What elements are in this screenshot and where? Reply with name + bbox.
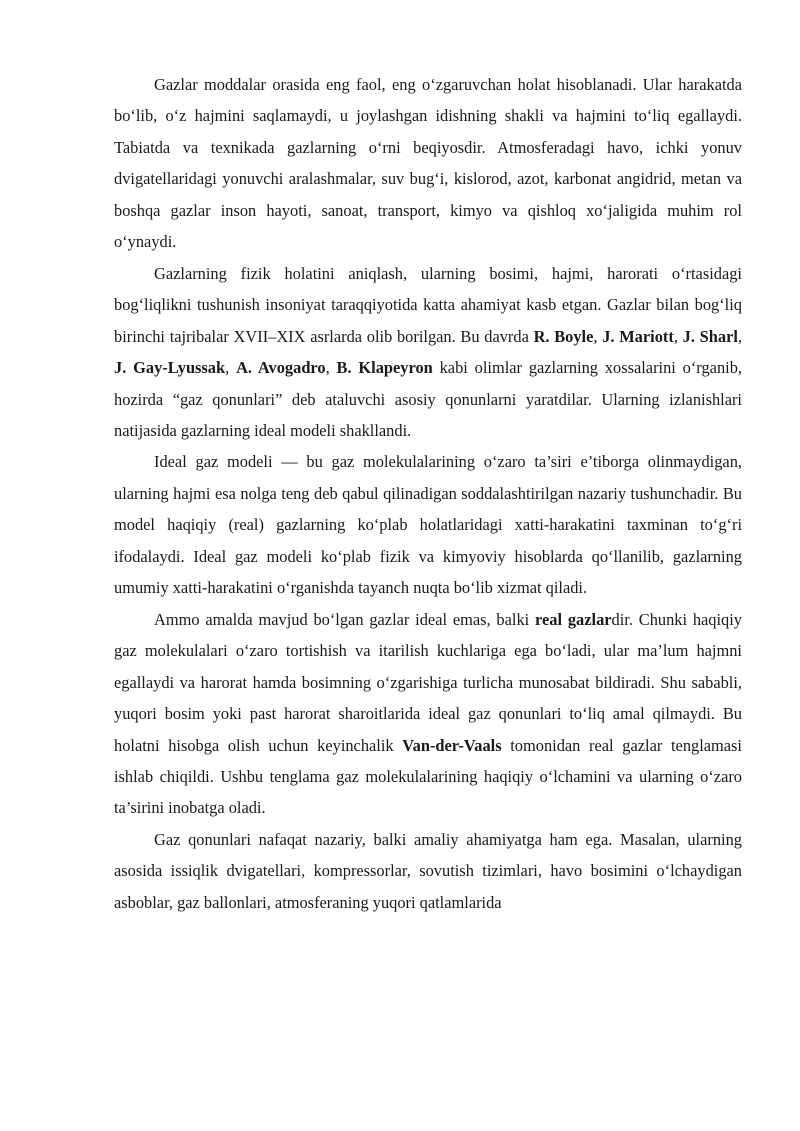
scientist-name: J. Mariott: [602, 326, 674, 346]
paragraph: [114, 824, 742, 918]
paragraph: [114, 258, 742, 447]
paragraph-text: Ideal gaz modeli — bu gaz molekulalarining o‘zaro ta’siri e’tiborga olinmaydigan, ularning hajmi esa nolga teng deb qabul qilinadigan soddalashtirilgan nazariy tushunchadir. Bu model haqiqiy (real) gazlarning ko‘plab holatlaridagi xatti-harakatini taxminan to‘g‘ri ifodalaydi. Ideal gaz modeli ko‘plab fizik va kimyoviy hisoblarda qo‘llanilib, gazlarning umumiy xatti-harakatini o‘rganishda tayanch nuqta bo‘lib xizmat qiladi.: [114, 452, 742, 598]
paragraph-text: tomonidan real gazlar tenglamasi ishlab chiqildi. Ushbu tenglama gaz molekulalarining haqiqiy o‘lchamini va ularning o‘zaro ta’sirini inobatga oladi.: [114, 735, 742, 818]
paragraph-text: dir. Chunki haqiqiy gaz molekulalari o‘zaro tortishish va itarilish kuchlariga ega bo‘ladi, ular ma’lum hajmni egallaydi va harorat hamda bosimning o‘zgarishiga turlicha munosabat bildiradi. Shu sababli, yuqori bosim yoki past harorat sharoitlarida ideal gaz qonunlari to‘liq amal qilmaydi. Bu holatni hisobga olish uchun keyinchalik: [114, 609, 743, 755]
separator: ,: [673, 326, 683, 346]
paragraph: [114, 604, 742, 824]
paragraph-text: Gazlar moddalar orasida eng faol, eng o‘zgaruvchan holat hisoblanadi. Ular harakatda bo‘lib, o‘z hajmini saqlamaydi, u joylashgan idishning shakli va hajmini to‘liq egallaydi. Tabiatda va texnikada gazlarning o‘rni beqiyosdir. Atmosferadagi havo, ichki yonuv dvigatellaridagi yonuvchi aralashmalar, suv bug‘i, kislorod, azot, karbonat angidrid, metan va boshqa gazlar inson hayoti, sanoat, transport, kimyo va qishloq xo‘jaligida muhim rol o‘ynaydi.: [114, 75, 742, 252]
paragraph-text: kabi olimlar gazlarning xossalarini o‘rganib, hozirda “gaz qonunlari” deb ataluvchi asosiy qonunlarni yaratdilar. Ularning izlanishlari natijasida gazlarning ideal modeli shakllandi.: [114, 358, 742, 440]
scientist-name: J. Gay-Lyussak: [114, 358, 226, 378]
scientist-name: R. Boyle: [533, 326, 594, 346]
separator: ,: [325, 358, 337, 378]
paragraph: [114, 446, 742, 603]
document-page: [114, 69, 742, 918]
separator: ,: [593, 326, 603, 346]
separator: ,: [225, 358, 237, 378]
scientist-name: A. Avogadro: [236, 358, 326, 378]
scientist-name: B. Klapeyron: [336, 358, 433, 378]
separator: ,: [737, 326, 743, 346]
paragraph-text: Ammo amalda mavjud bo‘lgan gazlar ideal emas, balki: [154, 609, 536, 629]
scientist-name: Van-der-Vaals: [402, 735, 502, 755]
paragraph-text: Gazlarning fizik holatini aniqlash, ularning bosimi, hajmi, harorati o‘rtasidagi bog‘liqlikni tushunish insoniyat taraqqiyotida katta ahamiyat kasb etgan. Gazlar bilan bog‘liq birinchi tajribalar XVII–XIX asrlarda olib borilgan. Bu davrda: [114, 263, 742, 346]
scientist-name: J. Sharl: [682, 326, 738, 346]
paragraph-text: Gaz qonunlari nafaqat nazariy, balki amaliy ahamiyatga ham ega. Masalan, ularning asosida issiqlik dvigatellari, kompressorlar, sovutish tizimlari, havo bosimini o‘lchaydigan asboblar, gaz ballonlari, atmosferaning yuqori qatlamlarida: [114, 829, 742, 912]
term-bold: real gazlar: [535, 609, 612, 629]
paragraph: [114, 69, 742, 258]
